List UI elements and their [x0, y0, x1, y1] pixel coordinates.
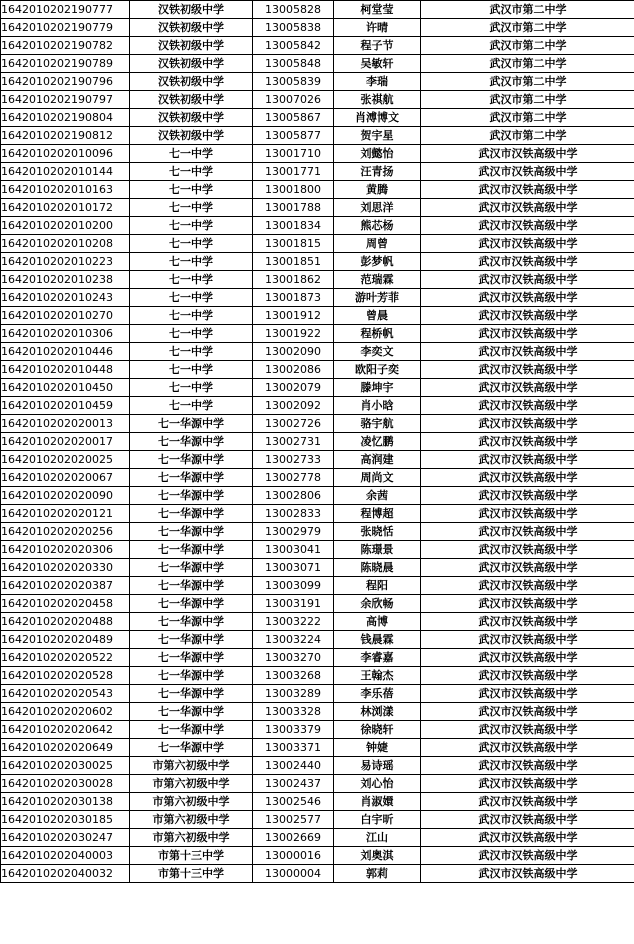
cell-student-name: 余茜 — [334, 487, 421, 505]
cell-origin-school: 七一华源中学 — [130, 433, 253, 451]
cell-report-id: 1642010202030185 — [1, 811, 130, 829]
cell-origin-school: 七一中学 — [130, 307, 253, 325]
cell-exam-number: 13005848 — [253, 55, 334, 73]
cell-admitted-school: 武汉市汉铁高级中学 — [421, 757, 634, 775]
cell-student-name: 高润建 — [334, 451, 421, 469]
cell-student-name: 吴敏轩 — [334, 55, 421, 73]
cell-report-id: 1642010202020642 — [1, 721, 130, 739]
cell-origin-school: 汉铁初级中学 — [130, 55, 253, 73]
cell-report-id: 1642010202190797 — [1, 91, 130, 109]
cell-exam-number: 13002733 — [253, 451, 334, 469]
cell-student-name: 程桥帆 — [334, 325, 421, 343]
cell-origin-school: 汉铁初级中学 — [130, 37, 253, 55]
cell-admitted-school: 武汉市汉铁高级中学 — [421, 523, 634, 541]
cell-exam-number: 13002726 — [253, 415, 334, 433]
cell-student-name: 周尚文 — [334, 469, 421, 487]
cell-admitted-school: 武汉市第二中学 — [421, 37, 634, 55]
cell-origin-school: 七一中学 — [130, 235, 253, 253]
cell-admitted-school: 武汉市汉铁高级中学 — [421, 379, 634, 397]
cell-origin-school: 市第六初级中学 — [130, 757, 253, 775]
cell-admitted-school: 武汉市汉铁高级中学 — [421, 541, 634, 559]
cell-student-name: 陈晓晨 — [334, 559, 421, 577]
cell-exam-number: 13002669 — [253, 829, 334, 847]
cell-admitted-school: 武汉市汉铁高级中学 — [421, 271, 634, 289]
cell-origin-school: 七一华源中学 — [130, 469, 253, 487]
table-row — [1, 487, 634, 505]
cell-admitted-school: 武汉市汉铁高级中学 — [421, 667, 634, 685]
cell-origin-school: 七一中学 — [130, 289, 253, 307]
cell-student-name: 张晓恬 — [334, 523, 421, 541]
cell-report-id: 1642010202190782 — [1, 37, 130, 55]
cell-admitted-school: 武汉市汉铁高级中学 — [421, 289, 634, 307]
table-row — [1, 703, 634, 721]
table-row — [1, 433, 634, 451]
cell-origin-school: 汉铁初级中学 — [130, 73, 253, 91]
cell-report-id: 1642010202190779 — [1, 19, 130, 37]
table-row — [1, 163, 634, 181]
cell-student-name: 李奕文 — [334, 343, 421, 361]
cell-origin-school: 七一华源中学 — [130, 415, 253, 433]
cell-exam-number: 13002079 — [253, 379, 334, 397]
cell-exam-number: 13003191 — [253, 595, 334, 613]
table-row — [1, 541, 634, 559]
cell-student-name: 贺宇星 — [334, 127, 421, 145]
table-row — [1, 667, 634, 685]
cell-admitted-school: 武汉市汉铁高级中学 — [421, 163, 634, 181]
cell-exam-number: 13003270 — [253, 649, 334, 667]
table-row — [1, 307, 634, 325]
cell-exam-number: 13003379 — [253, 721, 334, 739]
cell-origin-school: 市第十三中学 — [130, 847, 253, 865]
cell-report-id: 1642010202010459 — [1, 397, 130, 415]
cell-student-name: 欧阳子奕 — [334, 361, 421, 379]
cell-student-name: 肖淑嬛 — [334, 793, 421, 811]
cell-origin-school: 七一华源中学 — [130, 523, 253, 541]
cell-origin-school: 七一华源中学 — [130, 577, 253, 595]
cell-admitted-school: 武汉市汉铁高级中学 — [421, 253, 634, 271]
cell-student-name: 徐晓轩 — [334, 721, 421, 739]
cell-origin-school: 市第六初级中学 — [130, 811, 253, 829]
table-body — [1, 1, 634, 883]
cell-student-name: 熊芯杨 — [334, 217, 421, 235]
cell-exam-number: 13002833 — [253, 505, 334, 523]
cell-student-name: 彭梦帆 — [334, 253, 421, 271]
cell-report-id: 1642010202010243 — [1, 289, 130, 307]
cell-exam-number: 13003328 — [253, 703, 334, 721]
cell-report-id: 1642010202010163 — [1, 181, 130, 199]
cell-report-id: 1642010202190789 — [1, 55, 130, 73]
cell-student-name: 肖溥博文 — [334, 109, 421, 127]
cell-exam-number: 13002731 — [253, 433, 334, 451]
cell-exam-number: 13005877 — [253, 127, 334, 145]
table-row — [1, 577, 634, 595]
cell-exam-number: 13001800 — [253, 181, 334, 199]
cell-student-name: 游叶芳菲 — [334, 289, 421, 307]
cell-admitted-school: 武汉市汉铁高级中学 — [421, 487, 634, 505]
cell-origin-school: 七一华源中学 — [130, 451, 253, 469]
cell-origin-school: 汉铁初级中学 — [130, 91, 253, 109]
cell-report-id: 1642010202020543 — [1, 685, 130, 703]
cell-student-name: 刘奥淇 — [334, 847, 421, 865]
cell-admitted-school: 武汉市第二中学 — [421, 1, 634, 19]
cell-report-id: 1642010202020387 — [1, 577, 130, 595]
cell-origin-school: 七一中学 — [130, 217, 253, 235]
cell-student-name: 程阳 — [334, 577, 421, 595]
table-row — [1, 721, 634, 739]
cell-admitted-school: 武汉市汉铁高级中学 — [421, 469, 634, 487]
cell-exam-number: 13003099 — [253, 577, 334, 595]
cell-student-name: 李乐蓓 — [334, 685, 421, 703]
cell-admitted-school: 武汉市汉铁高级中学 — [421, 415, 634, 433]
table-row — [1, 181, 634, 199]
cell-origin-school: 七一华源中学 — [130, 703, 253, 721]
cell-origin-school: 七一华源中学 — [130, 559, 253, 577]
cell-origin-school: 七一华源中学 — [130, 631, 253, 649]
cell-exam-number: 13001912 — [253, 307, 334, 325]
cell-exam-number: 13001771 — [253, 163, 334, 181]
cell-exam-number: 13002440 — [253, 757, 334, 775]
cell-report-id: 1642010202020458 — [1, 595, 130, 613]
cell-origin-school: 市第六初级中学 — [130, 829, 253, 847]
cell-report-id: 1642010202020649 — [1, 739, 130, 757]
cell-student-name: 滕坤宇 — [334, 379, 421, 397]
cell-exam-number: 13002437 — [253, 775, 334, 793]
cell-origin-school: 汉铁初级中学 — [130, 109, 253, 127]
cell-admitted-school: 武汉市第二中学 — [421, 109, 634, 127]
cell-admitted-school: 武汉市汉铁高级中学 — [421, 703, 634, 721]
cell-origin-school: 汉铁初级中学 — [130, 1, 253, 19]
cell-student-name: 许晴 — [334, 19, 421, 37]
cell-exam-number: 13005842 — [253, 37, 334, 55]
table-row — [1, 523, 634, 541]
table-row — [1, 325, 634, 343]
table-row — [1, 505, 634, 523]
cell-report-id: 1642010202020330 — [1, 559, 130, 577]
table-row — [1, 811, 634, 829]
cell-origin-school: 七一中学 — [130, 181, 253, 199]
cell-exam-number: 13002090 — [253, 343, 334, 361]
table-row — [1, 379, 634, 397]
table-row — [1, 127, 634, 145]
cell-admitted-school: 武汉市汉铁高级中学 — [421, 649, 634, 667]
table-row — [1, 199, 634, 217]
cell-exam-number: 13001815 — [253, 235, 334, 253]
cell-report-id: 1642010202010096 — [1, 145, 130, 163]
cell-student-name: 张祺航 — [334, 91, 421, 109]
cell-exam-number: 13000016 — [253, 847, 334, 865]
cell-origin-school: 七一华源中学 — [130, 667, 253, 685]
table-row — [1, 1, 634, 19]
cell-origin-school: 七一华源中学 — [130, 541, 253, 559]
table-row — [1, 613, 634, 631]
cell-report-id: 1642010202020017 — [1, 433, 130, 451]
cell-report-id: 1642010202030028 — [1, 775, 130, 793]
cell-report-id: 1642010202010448 — [1, 361, 130, 379]
table-row — [1, 235, 634, 253]
cell-admitted-school: 武汉市汉铁高级中学 — [421, 829, 634, 847]
cell-student-name: 陈璟景 — [334, 541, 421, 559]
cell-origin-school: 七一华源中学 — [130, 595, 253, 613]
cell-origin-school: 七一中学 — [130, 343, 253, 361]
cell-student-name: 周曾 — [334, 235, 421, 253]
cell-admitted-school: 武汉市第二中学 — [421, 91, 634, 109]
cell-report-id: 1642010202020488 — [1, 613, 130, 631]
cell-exam-number: 13002577 — [253, 811, 334, 829]
table-row — [1, 55, 634, 73]
cell-report-id: 1642010202040003 — [1, 847, 130, 865]
table-row — [1, 793, 634, 811]
cell-origin-school: 市第六初级中学 — [130, 793, 253, 811]
cell-admitted-school: 武汉市汉铁高级中学 — [421, 433, 634, 451]
cell-exam-number: 13005867 — [253, 109, 334, 127]
cell-student-name: 江山 — [334, 829, 421, 847]
cell-admitted-school: 武汉市第二中学 — [421, 127, 634, 145]
table-row — [1, 253, 634, 271]
cell-report-id: 1642010202030138 — [1, 793, 130, 811]
cell-admitted-school: 武汉市汉铁高级中学 — [421, 577, 634, 595]
cell-admitted-school: 武汉市汉铁高级中学 — [421, 721, 634, 739]
table-row — [1, 91, 634, 109]
cell-exam-number: 13003071 — [253, 559, 334, 577]
table-row — [1, 757, 634, 775]
cell-report-id: 1642010202190796 — [1, 73, 130, 91]
cell-report-id: 1642010202020090 — [1, 487, 130, 505]
cell-report-id: 1642010202020121 — [1, 505, 130, 523]
cell-report-id: 1642010202020528 — [1, 667, 130, 685]
cell-student-name: 郭莉 — [334, 865, 421, 883]
cell-report-id: 1642010202020013 — [1, 415, 130, 433]
cell-origin-school: 七一华源中学 — [130, 613, 253, 631]
table-row — [1, 775, 634, 793]
cell-exam-number: 13002086 — [253, 361, 334, 379]
table-row — [1, 361, 634, 379]
cell-origin-school: 七一华源中学 — [130, 649, 253, 667]
cell-origin-school: 七一华源中学 — [130, 487, 253, 505]
cell-admitted-school: 武汉市汉铁高级中学 — [421, 811, 634, 829]
cell-admitted-school: 武汉市汉铁高级中学 — [421, 343, 634, 361]
cell-student-name: 李睿嘉 — [334, 649, 421, 667]
cell-admitted-school: 武汉市第二中学 — [421, 19, 634, 37]
cell-origin-school: 市第六初级中学 — [130, 775, 253, 793]
cell-student-name: 易诗瑶 — [334, 757, 421, 775]
cell-student-name: 余欣畅 — [334, 595, 421, 613]
cell-report-id: 1642010202030025 — [1, 757, 130, 775]
cell-origin-school: 七一中学 — [130, 271, 253, 289]
cell-report-id: 1642010202010144 — [1, 163, 130, 181]
cell-student-name: 白宇昕 — [334, 811, 421, 829]
cell-student-name: 肖小晗 — [334, 397, 421, 415]
cell-student-name: 王翰杰 — [334, 667, 421, 685]
cell-report-id: 1642010202190777 — [1, 1, 130, 19]
cell-exam-number: 13002092 — [253, 397, 334, 415]
table-row — [1, 451, 634, 469]
cell-student-name: 林浏漾 — [334, 703, 421, 721]
cell-origin-school: 七一中学 — [130, 379, 253, 397]
table-row — [1, 595, 634, 613]
cell-report-id: 1642010202020067 — [1, 469, 130, 487]
cell-student-name: 凌忆鹏 — [334, 433, 421, 451]
cell-report-id: 1642010202010208 — [1, 235, 130, 253]
cell-origin-school: 七一中学 — [130, 253, 253, 271]
cell-exam-number: 13001710 — [253, 145, 334, 163]
cell-student-name: 程子节 — [334, 37, 421, 55]
cell-admitted-school: 武汉市汉铁高级中学 — [421, 235, 634, 253]
cell-student-name: 刘心怡 — [334, 775, 421, 793]
cell-exam-number: 13001788 — [253, 199, 334, 217]
cell-student-name: 曾晨 — [334, 307, 421, 325]
cell-report-id: 1642010202030247 — [1, 829, 130, 847]
cell-exam-number: 13003289 — [253, 685, 334, 703]
cell-admitted-school: 武汉市第二中学 — [421, 55, 634, 73]
table-row — [1, 415, 634, 433]
cell-admitted-school: 武汉市汉铁高级中学 — [421, 793, 634, 811]
cell-report-id: 1642010202010446 — [1, 343, 130, 361]
cell-origin-school: 汉铁初级中学 — [130, 127, 253, 145]
cell-admitted-school: 武汉市汉铁高级中学 — [421, 307, 634, 325]
table-row — [1, 73, 634, 91]
cell-report-id: 1642010202010200 — [1, 217, 130, 235]
cell-admitted-school: 武汉市汉铁高级中学 — [421, 595, 634, 613]
table-row — [1, 289, 634, 307]
cell-origin-school: 七一中学 — [130, 361, 253, 379]
cell-exam-number: 13001851 — [253, 253, 334, 271]
cell-exam-number: 13001922 — [253, 325, 334, 343]
cell-student-name: 刘思洋 — [334, 199, 421, 217]
cell-origin-school: 七一华源中学 — [130, 685, 253, 703]
cell-admitted-school: 武汉市汉铁高级中学 — [421, 199, 634, 217]
cell-origin-school: 汉铁初级中学 — [130, 19, 253, 37]
cell-exam-number: 13000004 — [253, 865, 334, 883]
cell-admitted-school: 武汉市汉铁高级中学 — [421, 847, 634, 865]
table-row — [1, 829, 634, 847]
cell-admitted-school: 武汉市汉铁高级中学 — [421, 775, 634, 793]
cell-student-name: 高博 — [334, 613, 421, 631]
table-row — [1, 343, 634, 361]
cell-admitted-school: 武汉市汉铁高级中学 — [421, 145, 634, 163]
cell-exam-number: 13001834 — [253, 217, 334, 235]
cell-origin-school: 七一中学 — [130, 397, 253, 415]
cell-origin-school: 七一中学 — [130, 163, 253, 181]
cell-student-name: 柯堂莹 — [334, 1, 421, 19]
cell-student-name: 钟婕 — [334, 739, 421, 757]
cell-origin-school: 七一华源中学 — [130, 739, 253, 757]
cell-report-id: 1642010202010223 — [1, 253, 130, 271]
cell-report-id: 1642010202010450 — [1, 379, 130, 397]
cell-admitted-school: 武汉市汉铁高级中学 — [421, 181, 634, 199]
cell-report-id: 1642010202010270 — [1, 307, 130, 325]
cell-student-name: 程博超 — [334, 505, 421, 523]
table-row — [1, 217, 634, 235]
cell-report-id: 1642010202040032 — [1, 865, 130, 883]
cell-student-name: 范瑞霖 — [334, 271, 421, 289]
cell-admitted-school: 武汉市汉铁高级中学 — [421, 685, 634, 703]
cell-admitted-school: 武汉市汉铁高级中学 — [421, 451, 634, 469]
table-row — [1, 469, 634, 487]
cell-student-name: 刘懿怡 — [334, 145, 421, 163]
cell-exam-number: 13005838 — [253, 19, 334, 37]
cell-exam-number: 13003371 — [253, 739, 334, 757]
cell-exam-number: 13005839 — [253, 73, 334, 91]
cell-exam-number: 13003224 — [253, 631, 334, 649]
table-row — [1, 19, 634, 37]
table-row — [1, 397, 634, 415]
table-row — [1, 145, 634, 163]
cell-admitted-school: 武汉市汉铁高级中学 — [421, 361, 634, 379]
cell-student-name: 李瑞 — [334, 73, 421, 91]
cell-exam-number: 13003222 — [253, 613, 334, 631]
cell-exam-number: 13002806 — [253, 487, 334, 505]
cell-origin-school: 七一中学 — [130, 325, 253, 343]
table-row — [1, 685, 634, 703]
cell-origin-school: 七一华源中学 — [130, 505, 253, 523]
cell-report-id: 1642010202020522 — [1, 649, 130, 667]
cell-admitted-school: 武汉市汉铁高级中学 — [421, 631, 634, 649]
cell-origin-school: 市第十三中学 — [130, 865, 253, 883]
cell-exam-number: 13005828 — [253, 1, 334, 19]
table-row — [1, 739, 634, 757]
cell-report-id: 1642010202020256 — [1, 523, 130, 541]
cell-origin-school: 七一中学 — [130, 145, 253, 163]
cell-admitted-school: 武汉市汉铁高级中学 — [421, 325, 634, 343]
cell-admitted-school: 武汉市汉铁高级中学 — [421, 217, 634, 235]
table-row — [1, 631, 634, 649]
cell-report-id: 1642010202010238 — [1, 271, 130, 289]
table-row — [1, 865, 634, 883]
cell-exam-number: 13002778 — [253, 469, 334, 487]
cell-report-id: 1642010202010172 — [1, 199, 130, 217]
table-row — [1, 649, 634, 667]
cell-admitted-school: 武汉市第二中学 — [421, 73, 634, 91]
cell-report-id: 1642010202020602 — [1, 703, 130, 721]
cell-report-id: 1642010202190812 — [1, 127, 130, 145]
cell-admitted-school: 武汉市汉铁高级中学 — [421, 739, 634, 757]
cell-report-id: 1642010202020025 — [1, 451, 130, 469]
cell-exam-number: 13003041 — [253, 541, 334, 559]
cell-student-name: 汪青扬 — [334, 163, 421, 181]
cell-exam-number: 13002546 — [253, 793, 334, 811]
cell-admitted-school: 武汉市汉铁高级中学 — [421, 613, 634, 631]
table-row — [1, 109, 634, 127]
cell-admitted-school: 武汉市汉铁高级中学 — [421, 397, 634, 415]
cell-report-id: 1642010202190804 — [1, 109, 130, 127]
cell-report-id: 1642010202020489 — [1, 631, 130, 649]
cell-exam-number: 13003268 — [253, 667, 334, 685]
cell-exam-number: 13007026 — [253, 91, 334, 109]
cell-report-id: 1642010202010306 — [1, 325, 130, 343]
cell-admitted-school: 武汉市汉铁高级中学 — [421, 865, 634, 883]
cell-student-name: 骆宇航 — [334, 415, 421, 433]
cell-exam-number: 13001873 — [253, 289, 334, 307]
cell-student-name: 黄腾 — [334, 181, 421, 199]
cell-exam-number: 13002979 — [253, 523, 334, 541]
table-row — [1, 37, 634, 55]
table-row — [1, 271, 634, 289]
cell-exam-number: 13001862 — [253, 271, 334, 289]
cell-admitted-school: 武汉市汉铁高级中学 — [421, 505, 634, 523]
cell-report-id: 1642010202020306 — [1, 541, 130, 559]
cell-student-name: 钱晨霖 — [334, 631, 421, 649]
cell-origin-school: 七一华源中学 — [130, 721, 253, 739]
cell-origin-school: 七一中学 — [130, 199, 253, 217]
table-row — [1, 559, 634, 577]
table-row — [1, 847, 634, 865]
cell-admitted-school: 武汉市汉铁高级中学 — [421, 559, 634, 577]
